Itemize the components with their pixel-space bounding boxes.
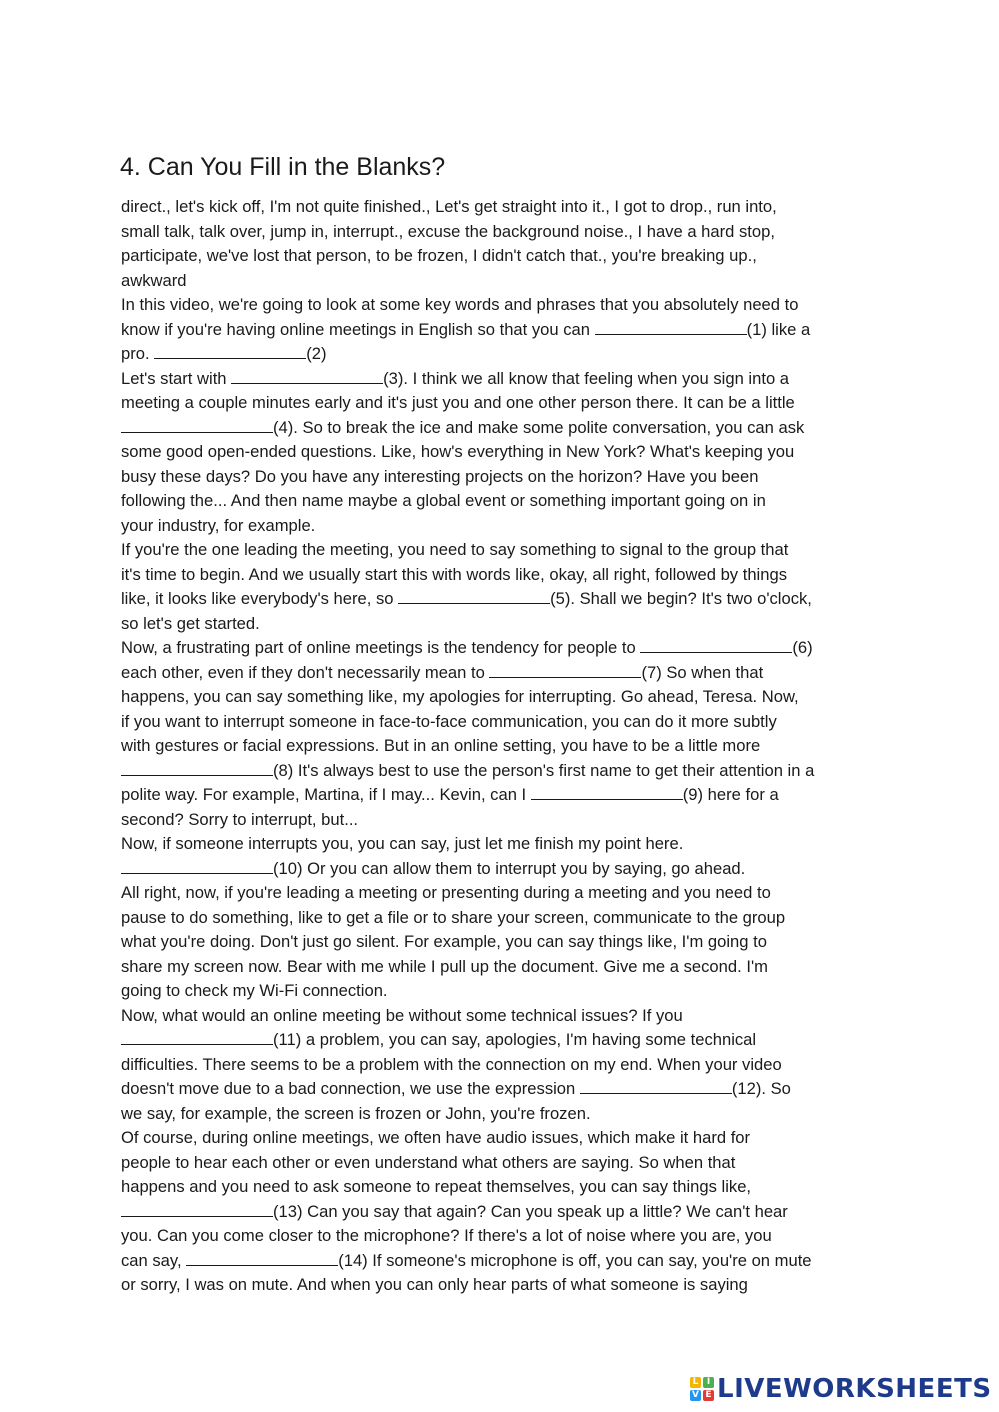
answer-blank[interactable] [531, 784, 683, 800]
text-segment: In this video, we're going to look at some key words and phrases that you absolutely need to [121, 295, 799, 314]
text-line [121, 563, 901, 588]
text-segment: happens, you can say something like, my apologies for interrupting. Go ahead, Teresa. Now, [121, 687, 799, 706]
text-line [121, 857, 901, 882]
text-line [121, 612, 901, 637]
text-line [121, 489, 901, 514]
logo-mark-tile: E [703, 1390, 714, 1401]
text-segment: what you're doing. Don't just go silent. For example, you can say things like, I'm going to [121, 932, 767, 951]
answer-blank[interactable] [121, 1201, 273, 1217]
word-bank [121, 195, 901, 293]
text-segment: (6) [792, 638, 813, 657]
text-segment: If you're the one leading the meeting, you need to say something to signal to the group that [121, 540, 789, 559]
text-line [121, 661, 901, 686]
text-segment: (3). I think we all know that feeling when you sign into a [383, 368, 790, 388]
text-line [121, 587, 901, 612]
text-line [121, 1077, 901, 1102]
text-segment: (1) like a [746, 319, 811, 339]
page-title: 4. Can You Fill in the Blanks? [120, 153, 446, 181]
logo-mark-icon [690, 1377, 714, 1401]
text-line [121, 391, 901, 416]
text-line [121, 514, 901, 539]
answer-blank[interactable] [154, 343, 306, 359]
logo-text: LIVEWORKSHEETS [717, 1374, 992, 1404]
text-line [121, 979, 901, 1004]
text-segment: polite way. For example, Martina, if I may... Kevin, can I [121, 785, 531, 804]
answer-blank[interactable] [489, 662, 641, 678]
text-segment: can say, [121, 1250, 187, 1270]
text-segment: (13) Can you say that again? Can you speak up a little? We can't hear [273, 1201, 788, 1221]
text-line [121, 759, 901, 784]
text-line [121, 367, 901, 392]
text-line [121, 808, 901, 833]
text-line [121, 906, 901, 931]
text-segment: or sorry, I was on mute. And when you can only hear parts of what someone is saying [121, 1275, 748, 1294]
text-line [121, 710, 901, 735]
text-segment: we say, for example, the screen is frozen or John, you're frozen. [121, 1103, 591, 1123]
text-segment: Of course, during online meetings, we often have audio issues, which make it hard for [121, 1128, 751, 1147]
text-segment: so let's get started. [121, 613, 260, 633]
text-segment: pro. [121, 344, 155, 363]
text-line [121, 416, 901, 441]
text-segment: like, it looks like everybody's here, so [121, 589, 399, 608]
text-line [121, 342, 901, 367]
answer-blank[interactable] [398, 588, 550, 604]
text-segment: (8) It's always best to use the person's first name to get their attention in a [273, 760, 815, 780]
text-line [121, 1102, 901, 1127]
text-segment: busy these days? Do you have any interesting projects on the horizon? Have you been [121, 466, 759, 486]
answer-blank[interactable] [121, 1029, 273, 1045]
text-segment: Now, if someone interrupts you, you can say, just let me finish my point here. [121, 834, 684, 853]
text-line [121, 1004, 901, 1029]
text-segment: (12). So [731, 1079, 791, 1098]
text-segment: (4). So to break the ice and make some polite conversation, you can ask [273, 417, 805, 437]
text-segment: All right, now, if you're leading a meeting or presenting during a meeting and you need to [121, 883, 771, 902]
answer-blank[interactable] [595, 319, 747, 335]
answer-blank[interactable] [580, 1078, 732, 1094]
text-line [121, 440, 901, 465]
text-segment: happens and you need to ask someone to repeat themselves, you can say things like, [121, 1177, 752, 1196]
answer-blank[interactable] [186, 1250, 338, 1266]
word-bank-line: direct., let's kick off, I'm not quite finished., Let's get straight into it., I got to drop., run into, [121, 197, 777, 216]
text-line [121, 1175, 901, 1200]
text-segment: with gestures or facial expressions. But in an online setting, you have to be a little more [121, 736, 761, 755]
text-segment: (7) So when that [641, 662, 764, 682]
text-segment: Now, a frustrating part of online meetings is the tendency for people to [121, 638, 641, 657]
text-line [121, 293, 901, 318]
text-segment: (5). Shall we begin? It's two o'clock, [550, 589, 812, 608]
text-segment: your industry, for example. [121, 515, 316, 535]
word-bank-line: participate, we've lost that person, to be frozen, I didn't catch that., you're breaking up., [121, 246, 757, 265]
text-line [121, 1200, 901, 1225]
text-line [121, 1053, 901, 1078]
word-bank-line: small talk, talk over, jump in, interrupt., excuse the background noise., I have a hard stop, [121, 221, 775, 241]
worksheet-content [121, 195, 901, 1298]
answer-blank[interactable] [121, 760, 273, 776]
text-segment: some good open-ended questions. Like, how's everything in New York? What's keeping you [121, 442, 795, 461]
text-segment: second? Sorry to interrupt, but... [121, 809, 359, 829]
text-segment: you. Can you come closer to the microphone? If there's a lot of noise where you are, you [121, 1226, 772, 1245]
text-line [121, 783, 901, 808]
text-segment: going to check my Wi-Fi connection. [121, 981, 388, 1000]
text-line [121, 318, 901, 343]
text-segment: people to hear each other or even understand what others are saying. So when that [121, 1152, 736, 1172]
text-segment: (14) If someone's microphone is off, you can say, you're on mute [338, 1250, 812, 1270]
text-line [121, 881, 901, 906]
text-line [121, 832, 901, 857]
logo-mark-tile: L [690, 1377, 701, 1388]
text-line [121, 636, 901, 661]
text-segment: pause to do something, like to get a file or to share your screen, communicate to the group [121, 907, 786, 927]
logo-mark-tile: I [703, 1377, 714, 1388]
liveworksheets-logo [690, 1372, 992, 1406]
text-segment: if you want to interrupt someone in face-to-face communication, you can do it more subtly [121, 711, 777, 731]
text-line [121, 1273, 901, 1298]
text-segment: Let's start with [121, 368, 232, 388]
text-line [121, 1126, 901, 1151]
word-bank-line: awkward [121, 270, 187, 290]
text-segment: it's time to begin. And we usually start this with words like, okay, all right, followed by things [121, 564, 787, 584]
text-line [121, 465, 901, 490]
text-line [121, 955, 901, 980]
text-segment: meeting a couple minutes early and it's just you and one other person there. It can be a little [121, 393, 795, 412]
text-segment: (2) [306, 344, 327, 363]
text-segment: difficulties. There seems to be a problem with the connection on my end. When your video [121, 1054, 782, 1074]
text-line [121, 538, 901, 563]
answer-blank[interactable] [121, 417, 273, 433]
text-segment: (10) Or you can allow them to interrupt you by saying, go ahead. [273, 858, 746, 878]
text-segment: (11) a problem, you can say, apologies, I'm having some technical [273, 1030, 757, 1049]
text-segment: following the... And then name maybe a global event or something important going on in [121, 491, 766, 510]
transcript-text [121, 293, 901, 1298]
text-line [121, 1151, 901, 1176]
text-line [121, 1028, 901, 1053]
answer-blank[interactable] [640, 637, 792, 653]
logo-mark-tile: V [690, 1390, 701, 1401]
text-line [121, 1249, 901, 1274]
text-line [121, 1224, 901, 1249]
text-line [121, 734, 901, 759]
text-segment: each other, even if they don't necessarily mean to [121, 662, 490, 682]
text-segment: (9) here for a [682, 785, 779, 804]
text-segment: share my screen now. Bear with me while I pull up the document. Give me a second. I'm [121, 956, 768, 976]
answer-blank[interactable] [121, 858, 273, 874]
answer-blank[interactable] [231, 368, 383, 384]
text-segment: doesn't move due to a bad connection, we use the expression [121, 1079, 580, 1098]
text-segment: know if you're having online meetings in English so that you can [121, 319, 595, 339]
text-segment: Now, what would an online meeting be without some technical issues? If you [121, 1005, 683, 1025]
text-line [121, 930, 901, 955]
text-line [121, 685, 901, 710]
